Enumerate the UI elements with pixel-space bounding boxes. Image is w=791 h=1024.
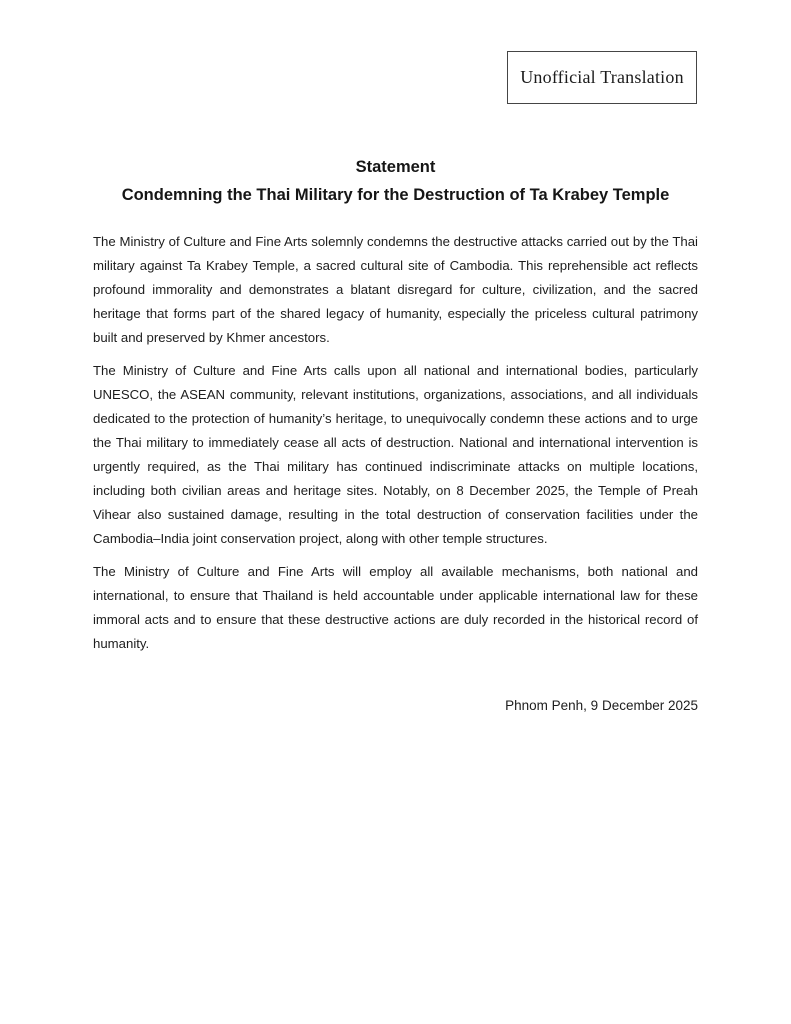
title-line-subject: Condemning the Thai Military for the Destruction of Ta Krabey Temple	[121, 186, 670, 204]
unofficial-translation-label: Unofficial Translation	[520, 67, 684, 87]
statement-body	[93, 230, 698, 656]
unofficial-translation-box	[507, 51, 697, 104]
paragraph-call-to-action: The Ministry of Culture and Fine Arts calls upon all national and international bodies, particularly UNESCO, the ASEAN community, relevant institutions, organizations, associations, and all individuals dedicated to the protection of humanity’s heritage, to unequivocally condemn these actions and to urge the Thai military to immediately cease all acts of destruction. National and international intervention is urgently required, as the Thai military has continued indiscriminate attacks on multiple locations, including both civilian areas and heritage sites. Notably, on 8 December 2025, the Temple of Preah Vihear also sustained damage, resulting in the total destruction of conservation facilities under the Cambodia–India joint conservation project, along with other temple structures.	[93, 363, 698, 546]
dateline: Phnom Penh, 9 December 2025	[505, 698, 698, 713]
paragraph-accountability: The Ministry of Culture and Fine Arts will employ all available mechanisms, both national and international, to ensure that Thailand is held accountable under applicable international law for these immoral acts and to ensure that these destructive actions are duly recorded in the historical record of humanity.	[93, 564, 698, 651]
title-line-statement: Statement	[355, 158, 436, 176]
document-title	[93, 153, 698, 209]
paragraph-condemnation: The Ministry of Culture and Fine Arts solemnly condemns the destructive attacks carried out by the Thai military against Ta Krabey Temple, a sacred cultural site of Cambodia. This reprehensible act reflects profound immorality and demonstrates a blatant disregard for culture, civilization, and the sacred heritage that forms part of the shared legacy of humanity, especially the priceless cultural patrimony built and preserved by Khmer ancestors.	[93, 234, 698, 345]
